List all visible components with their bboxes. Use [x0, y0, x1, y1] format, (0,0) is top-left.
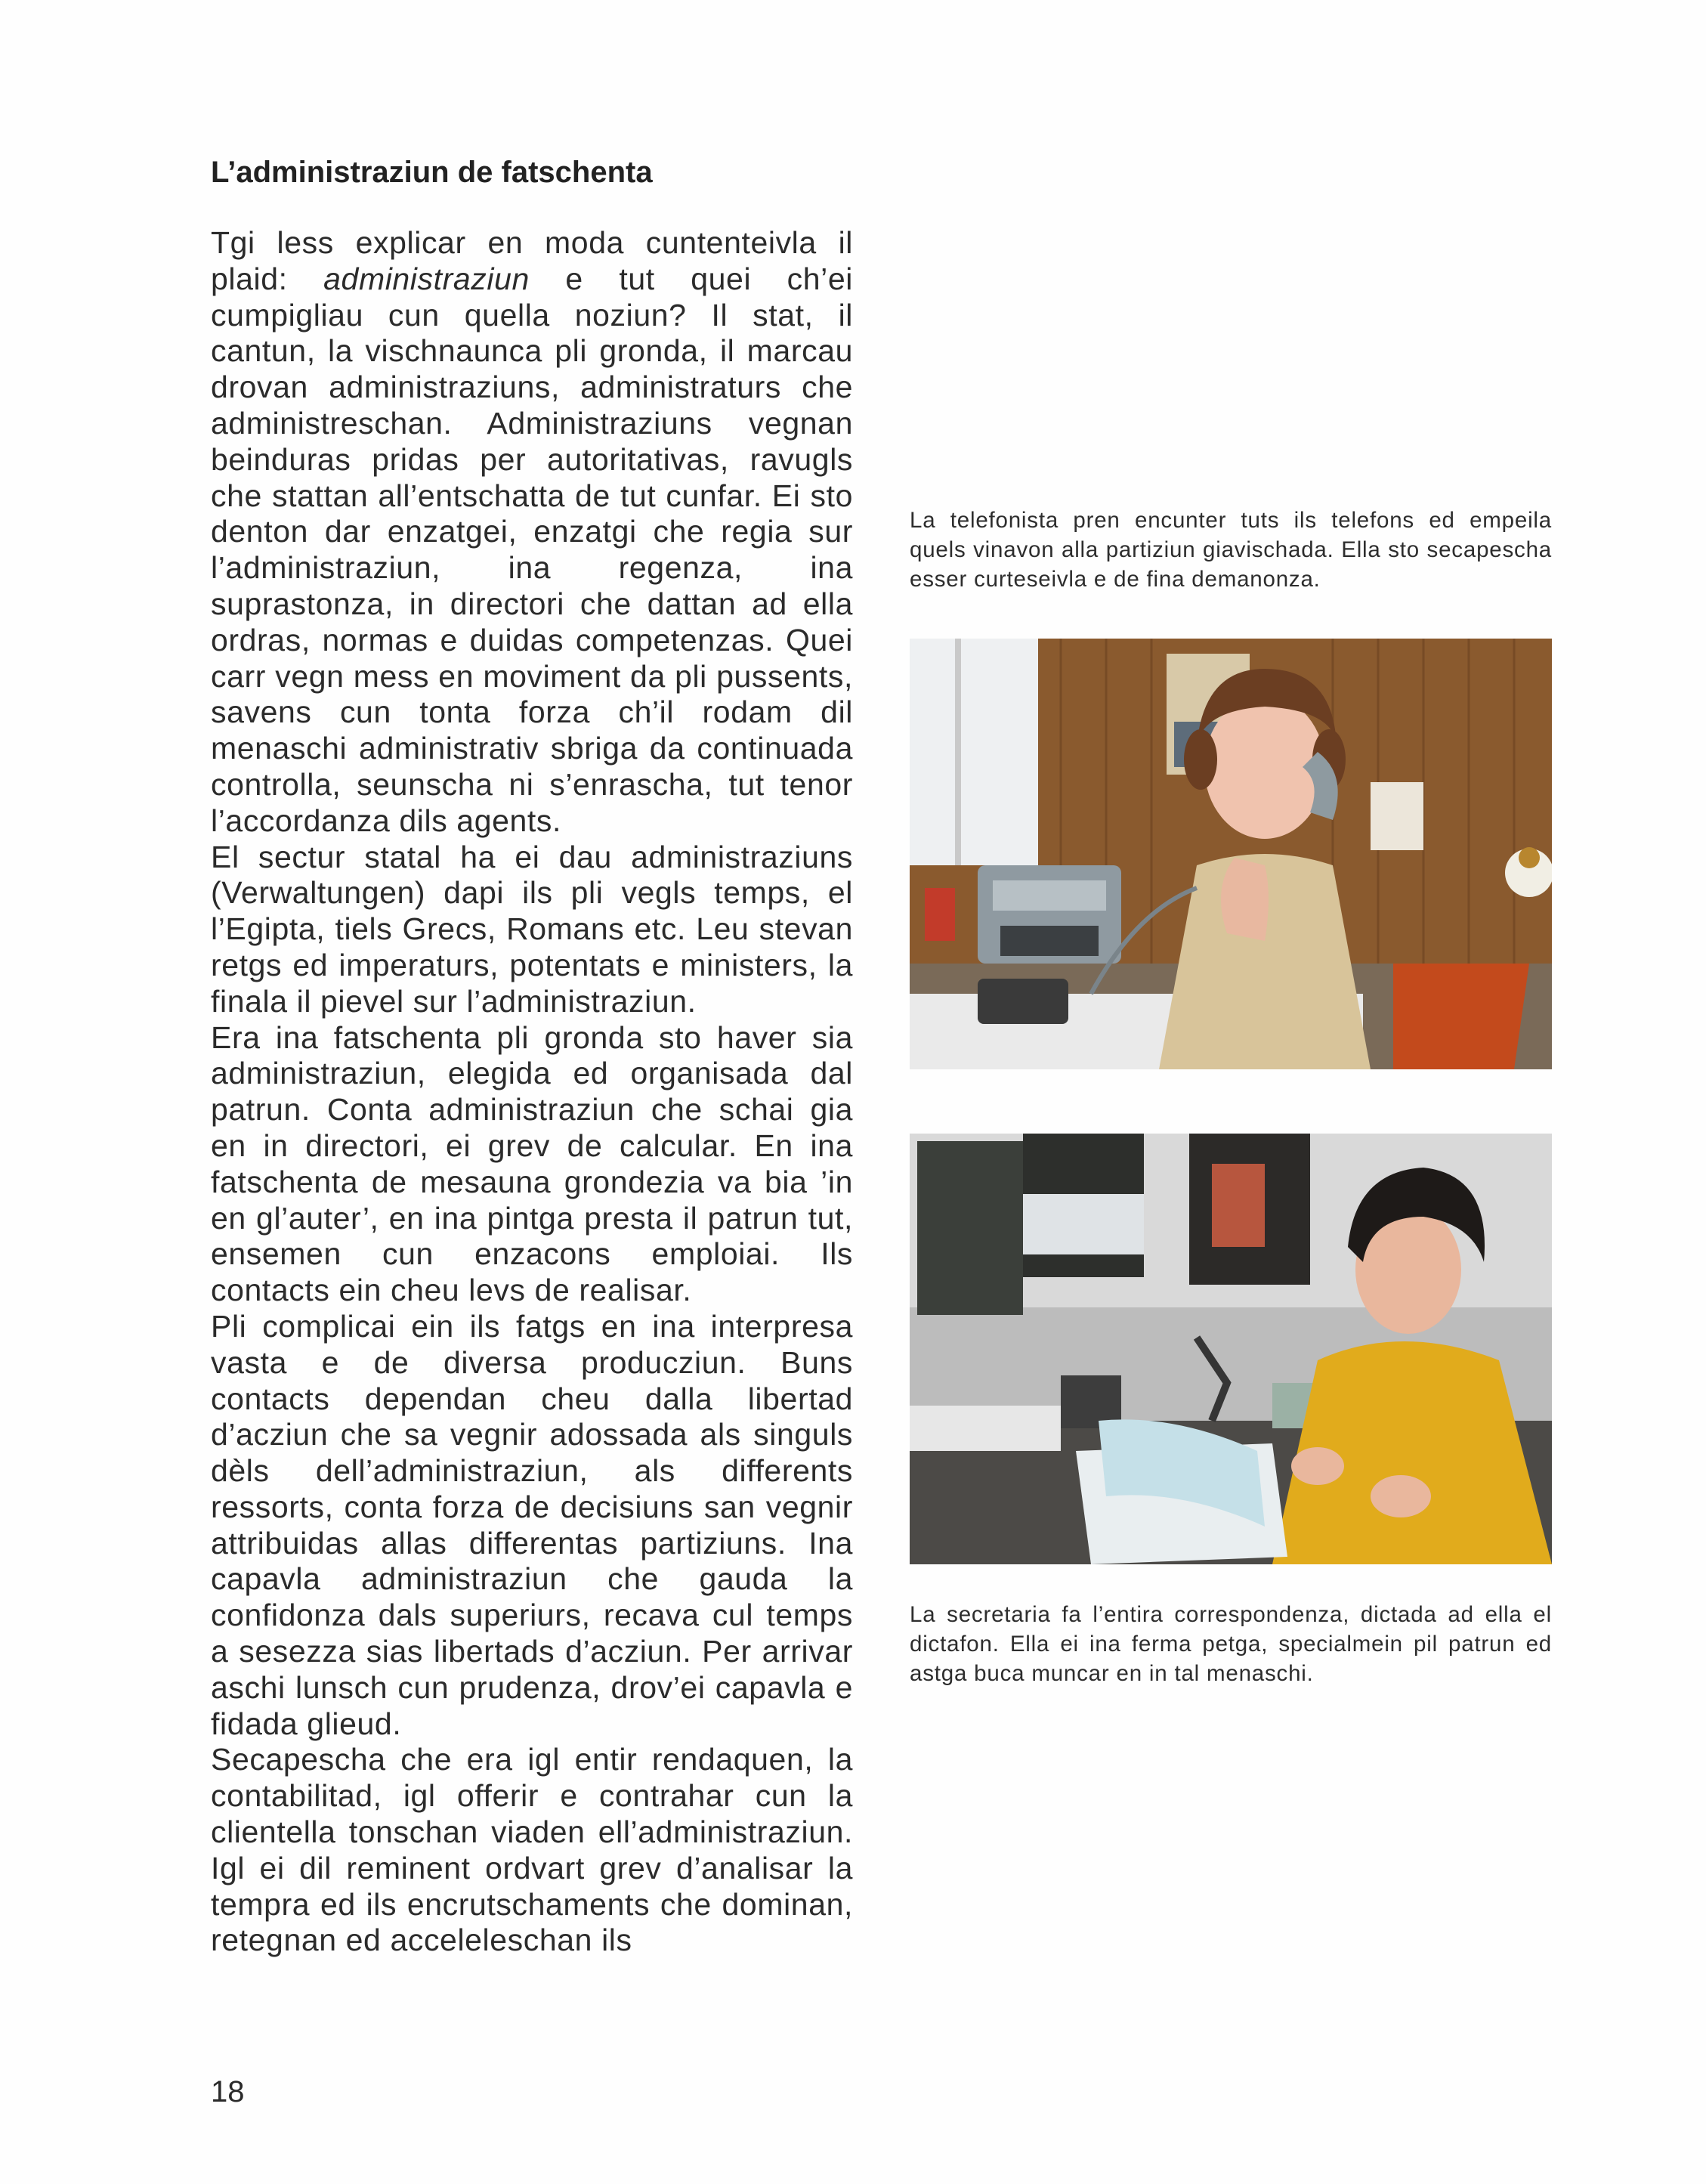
paragraph-4: Pli complicai ein ils fatgs en ina interpresa vasta e de diversa producziun. Buns contacts dependan cheu dalla libertad d’acziun che sa vegnir adossada als singuls dèls dell’administraziun, als differents ressorts, conta forza de decisiuns san vegnir attribuidas allas differentas partiziuns. Ina capavla administraziun che gauda la confidonza dals superiurs, recava cul temps a sesezza sias libertads d’acziun. Per arrivar aschi lunsch cun prudenza, drov’ei capavla e fidada glieud.	[211, 1308, 853, 1741]
article-body	[211, 225, 853, 1959]
telephonist-photo	[910, 639, 1552, 1069]
paragraph-3: Era ina fatschenta pli gronda sto haver sia administraziun, elegida ed organisada dal patrun. Conta administraziun che schai gia en in directori, ei grev de calcular. En ina fatschenta de mesauna grondezia va bia ’in en gl’auter’, en ina pintga presta il patrun tut, ensemen cun enzacons emploiai. Ils contacts ein cheu levs de realisar.	[211, 1019, 853, 1308]
italic-term: administraziun	[323, 261, 530, 296]
secretary-caption: La secretaria fa l’entira correspondenza, dictada ad ella el dictafon. Ella ei ina ferma petga, specialmein pil patrun ed astga buca muncar en in tal menaschi.	[910, 1602, 1552, 1686]
paragraph-2: El sectur statal ha ei dau administraziuns (Verwaltungen) dapi ils pli vegls temps, el l’Egipta, tiels Grecs, Romans etc. Leu stevan retgs ed imperaturs, potentats e ministers, la finala il pievel sur l’administraziun.	[211, 839, 853, 1019]
paragraph-1	[211, 225, 853, 840]
page-number: 18	[211, 2075, 245, 2108]
paragraph-5: Secapescha che era igl entir rendaquen, la contabilitad, igl offerir e contrahar cun la clientella tonschan viaden ell’administraziun. Igl ei dil reminent ordvart grev d’analisar la tempra ed ils encrutschaments che dominan, retegnan ed acceleleschan ils	[211, 1742, 853, 1958]
paragraph-1-rest: e tut quei ch’ei cumpigliau cun quella noziun? Il stat, il cantun, la vischnaunca pli gronda, il marcau drovan administraziuns, administraturs che administreschan. Administraziuns vegnan beinduras pridas per autoritativas, ravugls che stattan all’entschatta de tut cunfar. Ei sto denton dar enzatgei, enzatgi che regia sur l’administraziun, ina regenza, ina suprastonza, in directori che dattan ad ella ordras, normas e duidas competenzas. Quei carr vegn mess en moviment da pli pussents, savens cun tonta forza ch’il rodam dil menaschi administrativ sbriga da continuada controlla, seunscha ni s’enrascha, tut tenor l’accordanza dils agents.	[211, 261, 853, 838]
secretary-photo	[910, 1134, 1552, 1564]
paragraph-1-start: Tgi less explicar en moda cuntenteivla il plaid:	[211, 225, 853, 296]
article-heading: L’administraziun de fatschenta	[211, 156, 653, 189]
telephonist-caption: La telefonista pren encunter tuts ils telefons ed empeila quels vinavon alla partiziun giavischada. Ella sto secapescha esser curteseivla e de fina demanonza.	[910, 508, 1552, 592]
